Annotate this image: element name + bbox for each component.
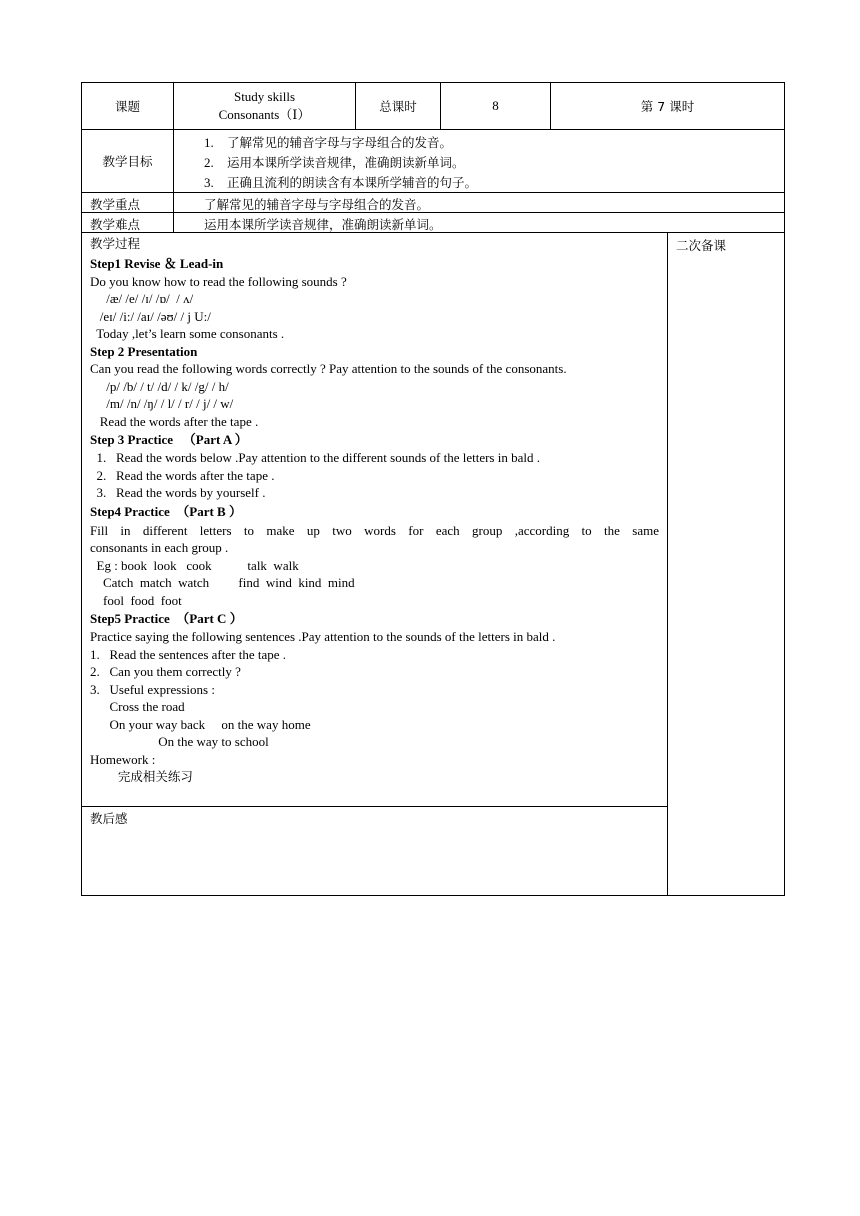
process-line: Cross the road	[90, 699, 185, 714]
process-line: /p/ /b/ / t/ /d/ / k/ /g/ / h/	[90, 379, 229, 394]
process-line: 2. Can you them correctly ?	[90, 664, 241, 679]
lesson-number: 第 7 课时	[640, 99, 695, 114]
process-label: 教学过程	[90, 236, 141, 251]
process-line: 3. Read the words by yourself .	[90, 485, 266, 500]
key-point-cell	[173, 192, 785, 213]
objective-item: 1. 了解常见的辅音字母与字母组合的发音。	[204, 135, 453, 150]
step3-heading: Step 3 Practice （Part A ）	[90, 432, 248, 447]
reflection-label: 教后感	[90, 811, 128, 826]
process-line: Practice saying the following sentences .Pay attention to the sounds of the letters in bald .	[90, 629, 556, 644]
process-line: Can you read the following words correctly ? Pay attention to the sounds of the consonants.	[90, 361, 567, 376]
difficulty-label-cell	[81, 212, 174, 233]
objective-item: 3. 正确且流利的朗读含有本课所学辅音的句子。	[204, 175, 478, 190]
process-line: Today ,let’s learn some consonants .	[90, 326, 285, 341]
total-hours-value: 8	[492, 98, 499, 113]
process-line: 2. Read the words after the tape .	[90, 468, 275, 483]
process-line: 1. Read the words below .Pay attention to the different sounds of the letters in bald .	[90, 450, 540, 465]
homework-label: Homework :	[90, 752, 156, 767]
key-point-label: 教学重点	[90, 197, 141, 212]
process-line: Read the words after the tape .	[90, 414, 259, 429]
process-line: Eg : book look cook talk walk	[90, 558, 299, 573]
key-point-text: 了解常见的辅音字母与字母组合的发音。	[204, 197, 430, 212]
total-hours-label-cell	[355, 82, 441, 130]
key-point-label-cell	[81, 192, 174, 213]
difficulty-cell	[173, 212, 785, 233]
reflection-cell	[81, 806, 668, 896]
step4-heading: Step4 Practice （Part B ）	[90, 504, 242, 519]
difficulty-label: 教学难点	[90, 217, 141, 232]
topic-line1: Study skills	[233, 89, 296, 104]
process-line: Do you know how to read the following sounds ?	[90, 274, 347, 289]
topic-label-cell	[81, 82, 174, 130]
secondary-prep-cell	[667, 232, 785, 896]
objectives-label-cell	[81, 129, 174, 193]
process-line: 1. Read the sentences after the tape .	[90, 647, 286, 662]
step1-heading: Step1 Revise ＆ Lead-in	[90, 256, 224, 271]
process-line: /eɪ/ /i:/ /aɪ/ /əʊ/ / j U:/	[90, 309, 211, 324]
objectives-label: 教学目标	[102, 154, 153, 169]
process-line: fool food foot	[90, 593, 182, 608]
topic-line2: Consonants（Ⅰ）	[218, 107, 311, 122]
process-line: /æ/ /e/ /ɪ/ /ɒ/ / ʌ/	[90, 291, 194, 306]
objective-item: 2. 运用本课所学读音规律，准确朗读新单词。	[204, 155, 465, 170]
process-line: Catch match watch find wind kind mind	[90, 575, 355, 590]
homework-text: 完成相关练习	[90, 769, 193, 784]
objectives-cell	[173, 129, 785, 193]
process-line: 3. Useful expressions :	[90, 682, 215, 697]
process-line: consonants in each group .	[90, 540, 229, 555]
lesson-number-cell	[550, 82, 785, 130]
process-line: On your way back on the way home	[90, 717, 311, 732]
process-line: /m/ /n/ /ŋ/ / l/ / r/ / j/ / w/	[90, 396, 234, 411]
process-line: Fill in different letters to make up two words for each group ,according to the same	[90, 523, 659, 538]
total-hours-label: 总课时	[379, 99, 417, 114]
step5-heading: Step5 Practice （Part C ）	[90, 611, 243, 626]
total-hours-value-cell	[440, 82, 551, 130]
topic-cell	[173, 82, 356, 130]
difficulty-text: 运用本课所学读音规律，准确朗读新单词。	[204, 217, 442, 232]
step2-heading: Step 2 Presentation	[90, 344, 198, 359]
topic-label: 课题	[114, 99, 140, 114]
process-line: On the way to school	[90, 734, 269, 749]
secondary-prep-label: 二次备课	[676, 238, 727, 253]
